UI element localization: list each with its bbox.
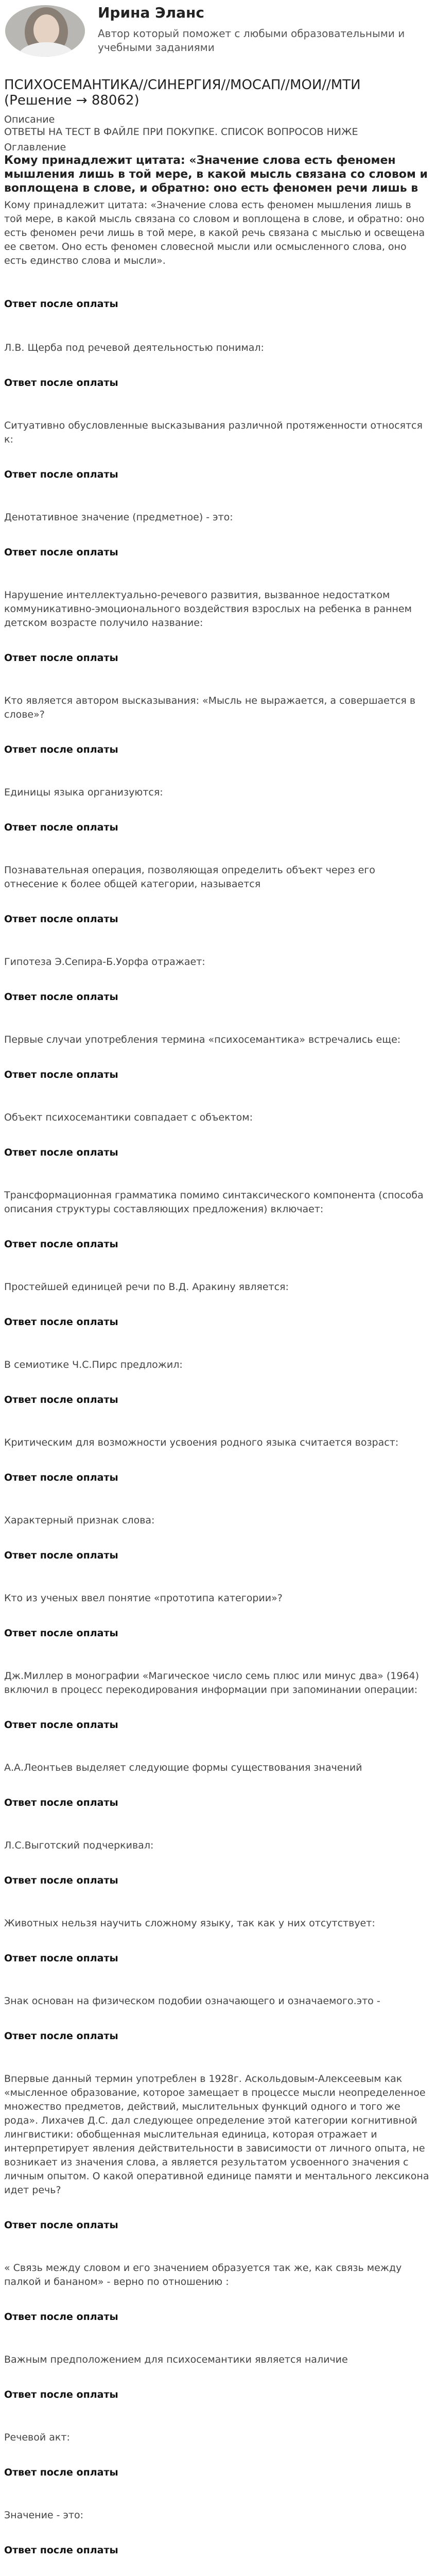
question-text: Впервые данный термин употреблен в 1928г. Аскольдовым-Алексеевым как «мысленное образование, которое замещает в процессе мысли неопределенное множество предметов, действий, мыслительных функций одного и того же рода». Лихачев Д.С. дал следующее определение этой категории когнитивной лингвистики: обобщенная мыслительная единица, которая отражает и интерпретирует явления действительности в зависимости от личного опыта, не возникает из значения слова, а является результатом усвоенного значения с личным опытом. О какой оперативной единице памяти и ментального лексикона идет речь? [4,2073,429,2196]
answer-placeholder: Ответ после оплаты [4,547,118,558]
answer-placeholder: Ответ после оплаты [4,913,118,925]
question-text: Л.С.Выготский подчеркивал: [4,1840,154,1851]
answer-placeholder: Ответ после оплаты [4,1719,118,1731]
answer-placeholder: Ответ после оплаты [4,1394,118,1405]
question-text: В семиотике Ч.С.Пирс предложил: [4,1359,183,1370]
answer-placeholder: Ответ после оплаты [4,469,118,480]
answer-placeholder: Ответ после оплаты [4,377,118,388]
question-item [4,2072,431,2231]
answer-placeholder: Ответ после оплаты [4,1069,118,1080]
question-text: Трансформационная грамматика помимо синтаксического компонента (способа описания структуры составляющих предложения) включает: [4,1190,424,1215]
answer-placeholder: Ответ после оплаты [4,991,118,1003]
question-item [4,1358,431,1406]
question-text: Речевой акт: [4,2432,70,2443]
question-item [4,341,431,389]
answer-placeholder: Ответ после оплаты [4,1628,118,1639]
question-text: Первые случаи употребления термина «психосемантика» встречались еще: [4,1034,401,1045]
author-name[interactable]: Ирина Эланс [98,4,204,21]
question-item [4,1189,431,1250]
answer-placeholder: Ответ после оплаты [4,1953,118,1964]
question-text: Единицы языка организуются: [4,787,163,798]
question-text: Дж.Миллер в монографии «Магическое число семь плюс или минус два» (1964) включил в процесс перекодирования информации при запоминании операции: [4,1670,420,1696]
answer-placeholder: Ответ после оплаты [4,2311,118,2323]
question-text: Объект психосемантики совпадает с объектом: [4,1112,253,1123]
intro-question: Кому принадлежит цитата: «Значение слова есть феномен мышления лишь в той мере, в какой мысль связана со словом и воплощена в слове, и обратно: оно есть феномен речи лишь в той мере, в какой речь связана с мыслью и освещена ее светом. Оно есть феномен словесной мысли или осмысленного слова, оно есть единство слова и мысли». [4,199,425,266]
document-content [4,77,431,2576]
answer-placeholder: Ответ после оплаты [4,1550,118,1561]
question-list [4,341,431,2576]
question-item [4,511,431,558]
page-title: ПСИХОСЕМАНТИКА//СИНЕРГИЯ//МОСАП//МОИ//МТИ (Решение → 88062) [4,77,361,108]
avatar-photo [5,5,85,57]
question-item [4,1514,431,1562]
question-item [4,2353,431,2401]
question-item [4,1994,431,2042]
question-item [4,419,431,481]
question-text: Животных нельзя научить сложному языку, так как у них отсутствует: [4,1918,375,1929]
answer-placeholder: Ответ после оплаты [4,1472,118,1483]
question-item [4,786,431,834]
answer-placeholder: Ответ после оплаты [4,2030,118,2042]
question-text: Денотативное значение (предметное) - это: [4,512,233,523]
toc-heading: Кому принадлежит цитата: «Значение слова есть феномен мышления лишь в той мере, в какой мысль связана со словом и воплощена в слове, и обратно: оно есть феномен речи лишь в [4,154,428,195]
question-text: Кто является автором высказывания: «Мысль не выражается, а совершается в слове»? [4,695,416,720]
question-item [4,588,431,664]
question-item [4,863,431,925]
answer-placeholder: Ответ после оплаты [4,652,118,664]
answer-placeholder: Ответ после оплаты [4,1797,118,1808]
question-text: Л.В. Щерба под речевой деятельностью понимал: [4,342,264,353]
question-item [4,1280,431,1328]
question-item [4,1033,431,1081]
question-item [4,2509,431,2556]
author-header [0,0,436,67]
answer-placeholder: Ответ после оплаты [4,1316,118,1328]
question-item [4,1111,431,1159]
question-text: Гипотеза Э.Сепира-Б.Уорфа отражает: [4,956,205,968]
question-text: Знак основан на физическом подобии означающего и означаемого.это - [4,1995,380,2007]
question-text: Нарушение интеллектуально-речевого развития, вызванное недостатком коммуникативно-эмоционального воздействия взрослых на ребенка в раннем детском возрасте получило название: [4,589,412,629]
answer-placeholder: Ответ после оплаты [4,1239,118,1250]
question-item [4,2261,431,2323]
description-label: Описание [4,114,55,125]
question-item [4,1436,431,1484]
question-item [4,694,431,756]
question-item [4,1839,431,1887]
answer-placeholder: Ответ после оплаты [4,2545,118,2556]
answer-placeholder: Ответ после оплаты [4,1147,118,1158]
question-text: Ситуативно обусловленные высказывания различной протяженности относятся к: [4,420,423,445]
question-item [4,1669,431,1731]
question-item [4,1591,431,1639]
question-text: А.А.Леонтьев выделяет следующие формы существования значений [4,1762,362,1773]
question-item [4,1917,431,1964]
question-text: « Связь между словом и его значением образуется так же, как связь между палкой и бананом» - верно по отношению : [4,2262,402,2287]
question-text: Значение - это: [4,2510,84,2521]
question-text: Простейшей единицей речи по В.Д. Аракину является: [4,1281,289,1293]
answer-placeholder: Ответ после оплаты [4,2467,118,2478]
question-text: Критическим для возможности усвоения родного языка считается возраст: [4,1437,399,1448]
answer-placeholder: Ответ после оплаты [4,2219,118,2231]
question-text: Характерный признак слова: [4,1515,155,1526]
answer-placeholder: Ответ после оплаты [4,744,118,755]
question-item [4,1761,431,1809]
avatar[interactable] [5,5,85,57]
question-text: Познавательная операция, позволяющая определить объект через его отнесение к более общей категории, называется [4,865,375,890]
answer-placeholder: Ответ после оплаты [4,2389,118,2400]
description-text: ОТВЕТЫ НА ТЕСТ В ФАЙЛЕ ПРИ ПОКУПКЕ. СПИСОК ВОПРОСОВ НИЖЕ [4,126,358,138]
question-text: Кто из ученых ввел понятие «прототипа категории»? [4,1592,283,1604]
question-item [4,955,431,1003]
toc-label: Оглавление [4,142,66,153]
intro-answer: Ответ после оплаты [4,298,118,310]
answer-placeholder: Ответ после оплаты [4,1875,118,1886]
answer-placeholder: Ответ после оплаты [4,822,118,833]
question-text: Важным предположением для психосемантики является наличие [4,2354,348,2365]
question-item [4,2431,431,2479]
author-subtitle: Автор который поможет с любыми образовательными и учебными заданиями [98,27,405,54]
